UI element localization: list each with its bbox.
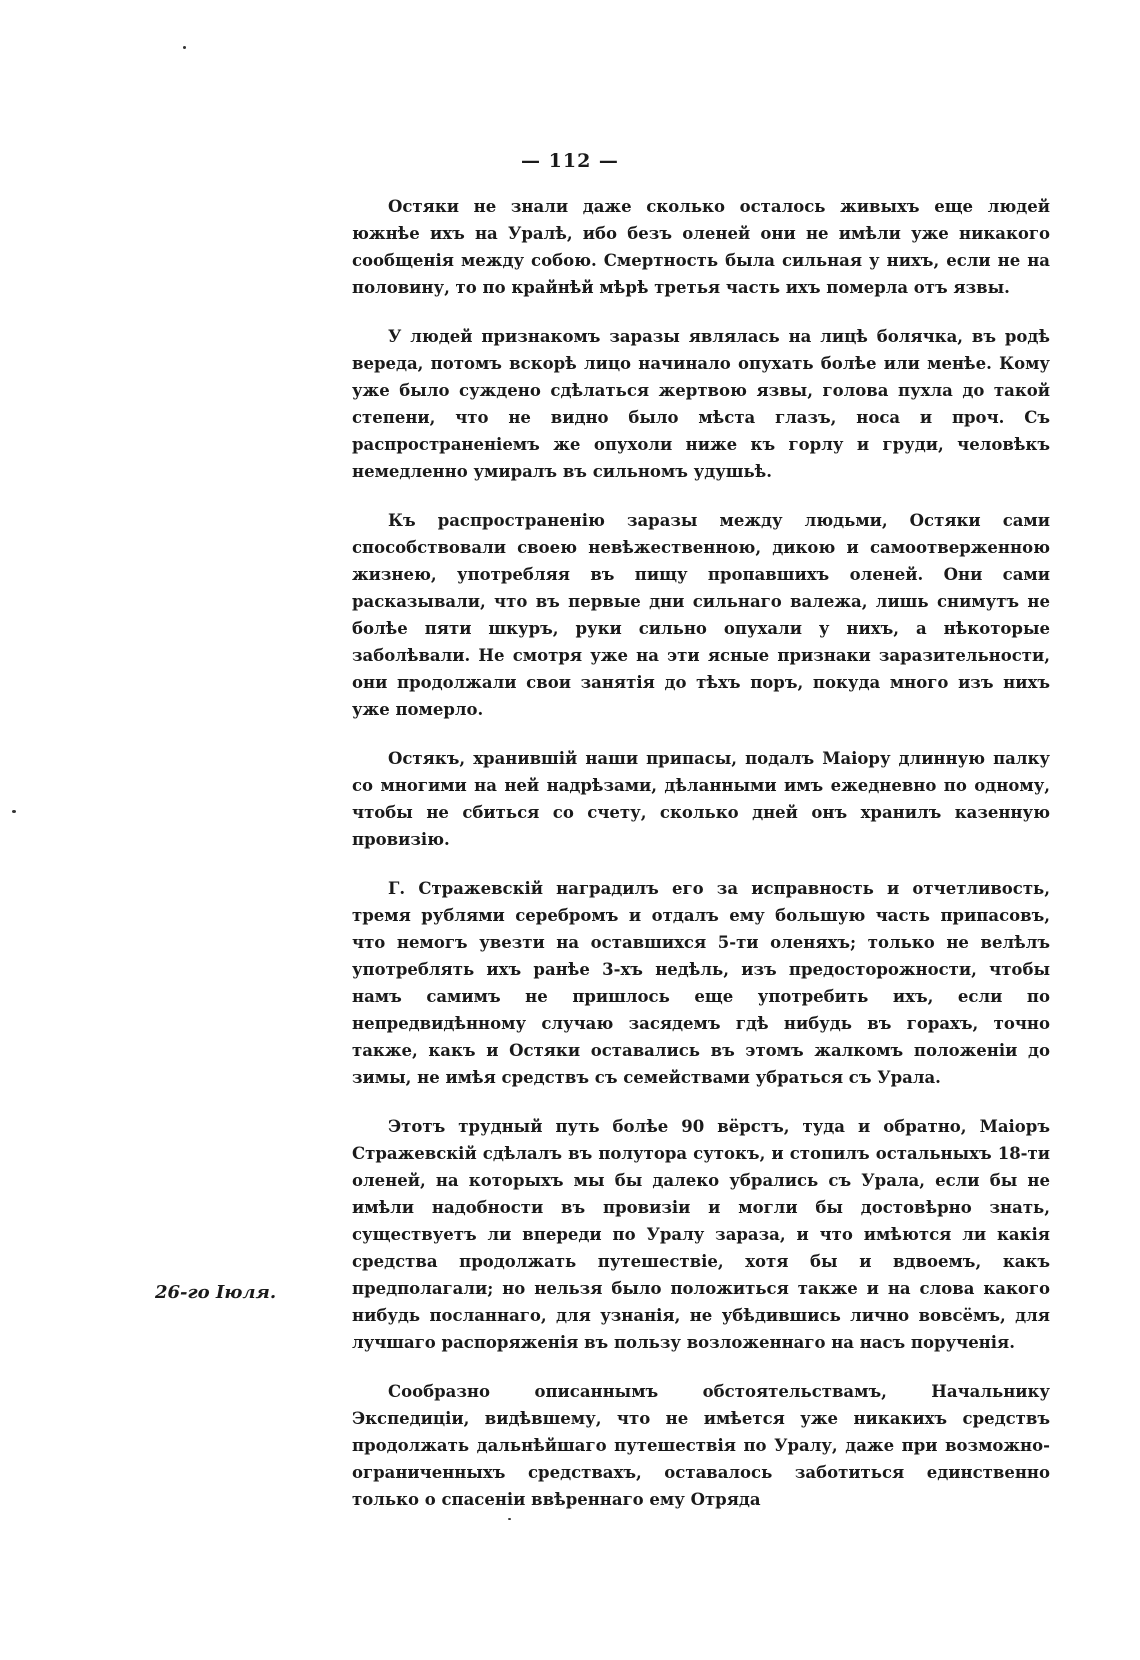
paragraph-3: Къ распространенію заразы между людьми, Остяки сами способствовали своею невѣжественною, дикою и самоотверженною жизнею, употребляя въ пищу пропавшихъ оленей. Они сами расказывали, что въ первые дни сильнаго валежа, лишь снимутъ не болѣе пяти шкуръ, руки сильно опухали у нихъ, а нѣкоторые заболѣвали. Не смотря уже на эти ясные признаки заразительности, они продолжали свои занятія до тѣхъ поръ, покуда много изъ нихъ уже померло. [352,511,1050,719]
text-column [352,193,1050,1535]
scan-speck [12,810,16,813]
scan-speck [508,1518,511,1520]
paragraph-2: У людей признакомъ заразы являлась на лицѣ болячка, въ родѣ вереда, потомъ вскорѣ лицо начинало опухать болѣе или менѣе. Кому уже было суждено сдѣлаться жертвою язвы, голова пухла до такой степени, что не видно было мѣста глазъ, носа и проч. Съ распространеніемъ же опухоли ниже къ горлу и груди, человѣкъ немедленно умиралъ въ сильномъ удушьѣ. [352,327,1050,481]
margin-note-date: 26-го Іюля. [155,1282,277,1303]
paragraph-4: Остякъ, хранившій наши припасы, подалъ Маіору длинную палку со многими на ней надрѣзами, дѣланными имъ ежедневно по одному, чтобы не сбиться со счету, сколько дней онъ хранилъ казенную провизію. [352,749,1050,849]
paragraph-5: Г. Стражевскій наградилъ его за исправность и отчетливость, тремя рублями серебромъ и отдалъ ему большую часть припасовъ, что немогъ увезти на оставшихся 5-ти оленяхъ; только не велѣлъ употреблять ихъ ранѣе 3-хъ недѣль, изъ предосторожности, чтобы намъ самимъ не пришлось еще употребить ихъ, если по непредвидѣнному случаю засядемъ гдѣ нибудь въ горахъ, точно также, какъ и Остяки оставались въ этомъ жалкомъ положеніи до зимы, не имѣя средствъ съ семействами убраться съ Урала. [352,879,1050,1087]
page-number: — 112 — [521,150,619,172]
paragraph-7: Сообразно описаннымъ обстоятельствамъ, Начальнику Экспедиціи, видѣвшему, что не имѣется уже никакихъ средствъ продолжать дальнѣйшаго путешествія по Уралу, даже при возможно-ограниченныхъ средствахъ, оставалось заботиться единственно только о спасеніи ввѣреннаго ему Отряда [352,1382,1050,1509]
paragraph-1: Остяки не знали даже сколько осталось живыхъ еще людей южнѣе ихъ на Уралѣ, ибо безъ оленей они не имѣли уже никакого сообщенія между собою. Смертность была сильная у нихъ, если не на половину, то по крайнѣй мѣрѣ третья часть ихъ померла отъ язвы. [352,197,1050,297]
scan-speck [183,46,186,49]
paragraph-6: Этотъ трудный путь болѣе 90 вёрстъ, туда и обратно, Маіоръ Стражевскій сдѣлалъ въ полутора сутокъ, и стопилъ остальныхъ 18-ти оленей, на которыхъ мы бы далеко убрались съ Урала, если бы не имѣли надобности въ провизіи и могли бы достовѣрно знать, существуетъ ли впереди по Уралу зараза, и что имѣются ли какія средства продолжать путешествіе, хотя бы и вдвоемъ, какъ предполагали; но нельзя было положиться также и на слова какого нибудь посланнаго, для узнанія, не убѣдившись лично вовсёмъ, для лучшаго распоряженія въ пользу возложеннаго на насъ порученія. [352,1117,1050,1352]
